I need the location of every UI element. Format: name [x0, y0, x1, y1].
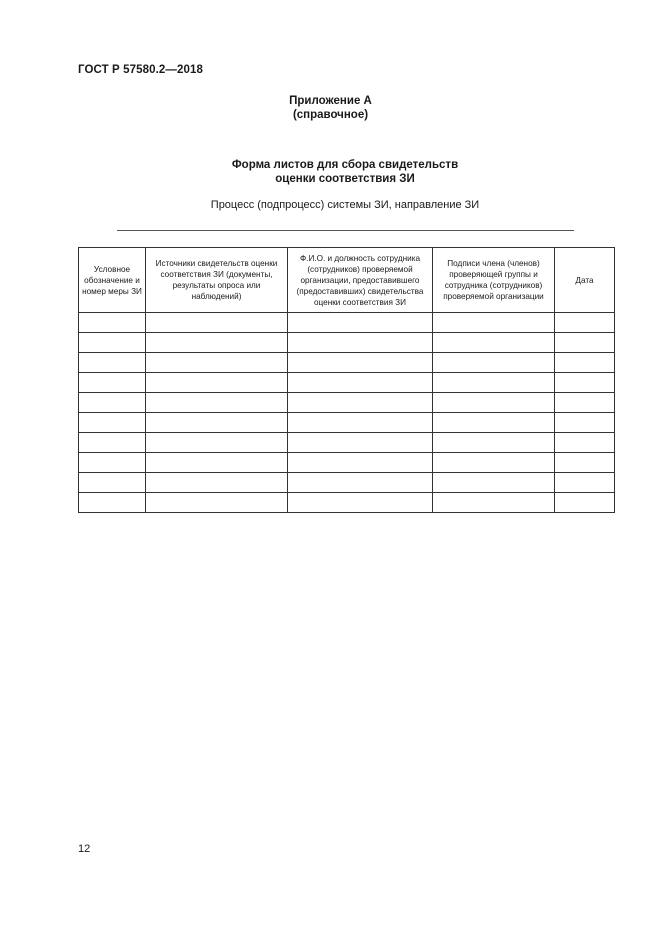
table-cell[interactable] [555, 413, 615, 433]
table-cell[interactable] [146, 333, 288, 353]
table-cell[interactable] [555, 393, 615, 413]
table-cell[interactable] [433, 493, 555, 513]
table-cell[interactable] [433, 313, 555, 333]
table-cell[interactable] [288, 353, 433, 373]
table-cell[interactable] [79, 313, 146, 333]
table-cell[interactable] [555, 493, 615, 513]
form-title [0, 158, 661, 186]
table-cell[interactable] [79, 453, 146, 473]
table-cell[interactable] [288, 433, 433, 453]
table-cell[interactable] [555, 313, 615, 333]
process-label: Процесс (подпроцесс) системы ЗИ, направление ЗИ [210, 199, 480, 211]
process-fill-line [117, 230, 574, 231]
table-row [79, 373, 615, 393]
table-row [79, 453, 615, 473]
table-cell[interactable] [288, 473, 433, 493]
table-cell[interactable] [146, 313, 288, 333]
table-cell[interactable] [555, 353, 615, 373]
table-row [79, 493, 615, 513]
table-cell[interactable] [79, 393, 146, 413]
table-cell[interactable] [555, 373, 615, 393]
table-cell[interactable] [288, 373, 433, 393]
table-row [79, 353, 615, 373]
table-row [79, 473, 615, 493]
table-cell[interactable] [146, 433, 288, 453]
table-cell[interactable] [146, 373, 288, 393]
document-code: ГОСТ Р 57580.2—2018 [78, 64, 203, 76]
table-cell[interactable] [146, 473, 288, 493]
column-header-sources: Источники свидетельств оценки соответствия ЗИ (документы, результаты опроса или наблюдений) [146, 248, 288, 313]
appendix-title: Приложение А [289, 95, 372, 107]
table-cell[interactable] [146, 413, 288, 433]
table-cell[interactable] [433, 393, 555, 413]
form-title-line-2: оценки соответствия ЗИ [275, 173, 415, 185]
table-cell[interactable] [288, 413, 433, 433]
table-row [79, 333, 615, 353]
table-cell[interactable] [555, 473, 615, 493]
table-cell[interactable] [433, 373, 555, 393]
table-cell[interactable] [433, 433, 555, 453]
table-cell[interactable] [555, 433, 615, 453]
table-body [79, 313, 615, 513]
form-title-line-1: Форма листов для сбора свидетельств [231, 159, 459, 171]
table-cell[interactable] [433, 353, 555, 373]
table-cell[interactable] [433, 453, 555, 473]
table-cell[interactable] [79, 373, 146, 393]
appendix-subtitle: (справочное) [292, 109, 369, 121]
table-cell[interactable] [288, 333, 433, 353]
table-cell[interactable] [79, 333, 146, 353]
table-row [79, 313, 615, 333]
table-cell[interactable] [146, 353, 288, 373]
page-number: 12 [78, 843, 91, 855]
table-cell[interactable] [146, 393, 288, 413]
column-header-employee: Ф.И.О. и должность сотрудника (сотрудников) проверяемой организации, предоставившего (предоставивших) свидетельства оценки соответствия ЗИ [288, 248, 433, 313]
table-cell[interactable] [433, 473, 555, 493]
table-cell[interactable] [433, 413, 555, 433]
table-cell[interactable] [433, 333, 555, 353]
table-cell[interactable] [288, 493, 433, 513]
table-cell[interactable] [146, 453, 288, 473]
evidence-table [78, 247, 615, 513]
table-cell[interactable] [79, 413, 146, 433]
column-header-measure: Условное обозначение и номер меры ЗИ [79, 248, 146, 313]
table-cell[interactable] [288, 453, 433, 473]
table-cell[interactable] [79, 493, 146, 513]
table-row [79, 433, 615, 453]
column-header-signatures: Подписи члена (членов) проверяющей группы и сотрудника (сотрудников) проверяемой организации [433, 248, 555, 313]
column-header-date: Дата [555, 248, 615, 313]
table-cell[interactable] [288, 393, 433, 413]
table-cell[interactable] [555, 453, 615, 473]
table-row [79, 413, 615, 433]
table-cell[interactable] [79, 473, 146, 493]
appendix-heading [0, 94, 661, 122]
table-header-row [79, 248, 615, 313]
table-cell[interactable] [79, 353, 146, 373]
table-cell[interactable] [555, 333, 615, 353]
table-cell[interactable] [79, 433, 146, 453]
table-cell[interactable] [146, 493, 288, 513]
table-row [79, 393, 615, 413]
table-cell[interactable] [288, 313, 433, 333]
